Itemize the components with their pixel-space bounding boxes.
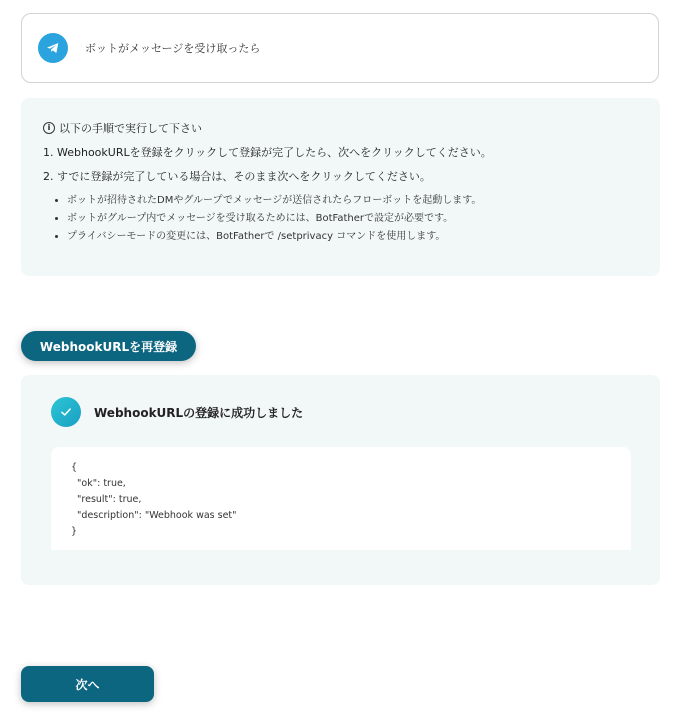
next-button[interactable]: 次へ	[21, 666, 154, 702]
result-panel	[21, 375, 660, 585]
success-message: WebhookURLの登録に成功しました	[94, 405, 304, 420]
info-circle-icon: i	[43, 122, 55, 134]
notes-list	[43, 192, 638, 246]
success-row	[51, 397, 303, 427]
instructions-heading	[43, 120, 638, 136]
trigger-label: ボットがメッセージを受け取ったら	[85, 42, 261, 55]
note-item: • プライバシーモードの変更には、BotFatherで /setprivacy コマンドを使用します。	[67, 228, 638, 246]
note-item: • ボットが招待されたDMやグループでメッセージが送信されたらフローボットを起動します。	[67, 192, 638, 210]
note-item: • ボットがグループ内でメッセージを受け取るためには、BotFatherで設定が必要です。	[67, 210, 638, 228]
response-code-block: { "ok": true, "result": true, "description": "Webhook was set" }	[51, 447, 631, 550]
trigger-card[interactable]	[21, 13, 659, 83]
instructions-heading-text: 以下の手順で実行して下さい	[59, 122, 202, 135]
telegram-icon	[38, 33, 68, 63]
step-1: 1. WebhookURLを登録をクリックして登録が完了したら、次へをクリックしてください。	[43, 146, 492, 159]
instructions-panel	[21, 98, 660, 276]
reregister-webhook-button[interactable]: WebhookURLを再登録	[21, 331, 196, 361]
step-2: 2. すでに登録が完了している場合は、そのまま次へをクリックしてください。	[43, 170, 431, 183]
check-icon	[51, 397, 81, 427]
